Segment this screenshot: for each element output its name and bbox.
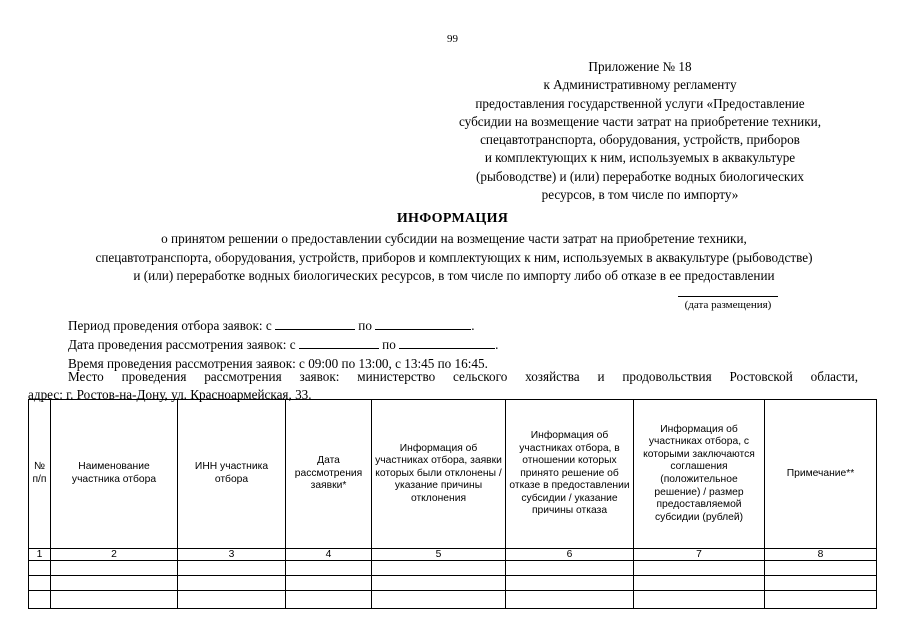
review-date-line	[68, 335, 498, 354]
table-cell	[51, 576, 178, 591]
table-cell	[765, 576, 877, 591]
collection-period-label: Период проведения отбора заявок: с	[68, 318, 272, 333]
appendix-line: предоставления государственной услуги «Предоставление	[475, 95, 805, 111]
table-row	[29, 591, 877, 609]
table-cell	[51, 561, 178, 576]
document-title: ИНФОРМАЦИЯ	[396, 211, 509, 226]
table-cell	[765, 591, 877, 609]
date-label: (дата размещения)	[684, 299, 772, 311]
table-cell	[286, 561, 372, 576]
table-cell	[506, 561, 634, 576]
appendix-line: и комплектующих к ним, используемых в аквакультуре	[484, 150, 796, 166]
table-cell	[372, 561, 506, 576]
table-cell	[29, 591, 51, 609]
review-time-line: Время проведения рассмотрения заявок: с 09:00 по 13:00, с 13:45 по 16:45.	[68, 356, 488, 371]
review-end-blank	[399, 336, 495, 349]
collection-period-line	[68, 316, 498, 335]
column-number-row	[29, 549, 877, 561]
table-cell	[178, 561, 286, 576]
column-header: ИНН участника отбора	[178, 400, 286, 549]
column-header: Информация об участниках отбора, с которыми заключаются соглашения (положительное решение) / размер предоставляемой субсидии (рублей)	[634, 400, 765, 549]
appendix-header	[420, 58, 860, 204]
appendix-line: (рыбоводстве) и (или) переработке водных биологических	[476, 168, 804, 184]
table-cell	[634, 576, 765, 591]
appendix-line: к Административному регламенту	[543, 77, 737, 93]
column-header: Наименование участника отбора	[51, 400, 178, 549]
table-cell	[178, 576, 286, 591]
appendix-line: спецавтотранспорта, оборудования, устройств, приборов	[480, 132, 800, 148]
column-number: 2	[51, 549, 178, 561]
table-row	[29, 561, 877, 576]
table-cell	[29, 576, 51, 591]
appendix-line: Приложение № 18	[588, 59, 692, 74]
table-cell	[286, 576, 372, 591]
table-cell	[286, 591, 372, 609]
period-block	[68, 316, 498, 373]
review-place-line: Место проведения рассмотрения заявок: министерство сельского хозяйства и продовольствия Ростовской области,	[68, 369, 858, 384]
table-cell	[372, 576, 506, 591]
collection-start-blank	[275, 317, 355, 330]
page-number: 99	[447, 33, 458, 45]
table-cell	[506, 576, 634, 591]
subtitle-line: и (или) переработке водных биологических ресурсов, в том числе по импорту либо об отказе в ее предоставлении	[133, 268, 775, 283]
review-address-line: адрес: г. Ростов-на-Дону, ул. Красноармейская, 33.	[28, 387, 312, 402]
column-number: 1	[29, 549, 51, 561]
column-number: 7	[634, 549, 765, 561]
table-cell	[178, 591, 286, 609]
collection-to-label: по	[358, 318, 372, 333]
review-to-label: по	[382, 337, 396, 352]
table-cell	[29, 561, 51, 576]
column-header: Примечание**	[765, 400, 877, 549]
column-header: № п/п	[29, 400, 51, 549]
table-row	[29, 576, 877, 591]
review-end-dot: .	[495, 337, 499, 352]
applicants-table	[28, 399, 877, 609]
column-header: Информация об участниках отбора, в отношении которых принято решение об отказе в предоставлении субсидии / указание причины отказа	[506, 400, 634, 549]
column-header: Дата рассмотрения заявки*	[286, 400, 372, 549]
subtitle-line: о принятом решении о предоставлении субсидии на возмещение части затрат на приобретение техники,	[161, 231, 747, 246]
document-subtitle	[20, 230, 888, 286]
appendix-line: субсидии на возмещение части затрат на приобретение техники,	[459, 113, 821, 129]
review-start-blank	[299, 336, 379, 349]
table-cell	[765, 561, 877, 576]
collection-end-dot: .	[471, 318, 475, 333]
column-number: 6	[506, 549, 634, 561]
table-cell	[634, 561, 765, 576]
column-number: 5	[372, 549, 506, 561]
table-header-row	[29, 400, 877, 549]
table-cell	[372, 591, 506, 609]
column-number: 8	[765, 549, 877, 561]
subtitle-line: спецавтотранспорта, оборудования, устройств, приборов и комплектующих к ним, используемых в аквакультуре (рыбоводстве)	[95, 249, 813, 265]
date-signature-line	[678, 296, 778, 297]
column-header: Информация об участниках отбора, заявки которых были отклонены / указание причины отклонения	[372, 400, 506, 549]
table-cell	[634, 591, 765, 609]
collection-end-blank	[375, 317, 471, 330]
column-number: 4	[286, 549, 372, 561]
appendix-line: ресурсов, в том числе по импорту»	[541, 187, 739, 203]
column-number: 3	[178, 549, 286, 561]
table-cell	[51, 591, 178, 609]
review-date-label: Дата проведения рассмотрения заявок: с	[68, 337, 296, 352]
table-cell	[506, 591, 634, 609]
